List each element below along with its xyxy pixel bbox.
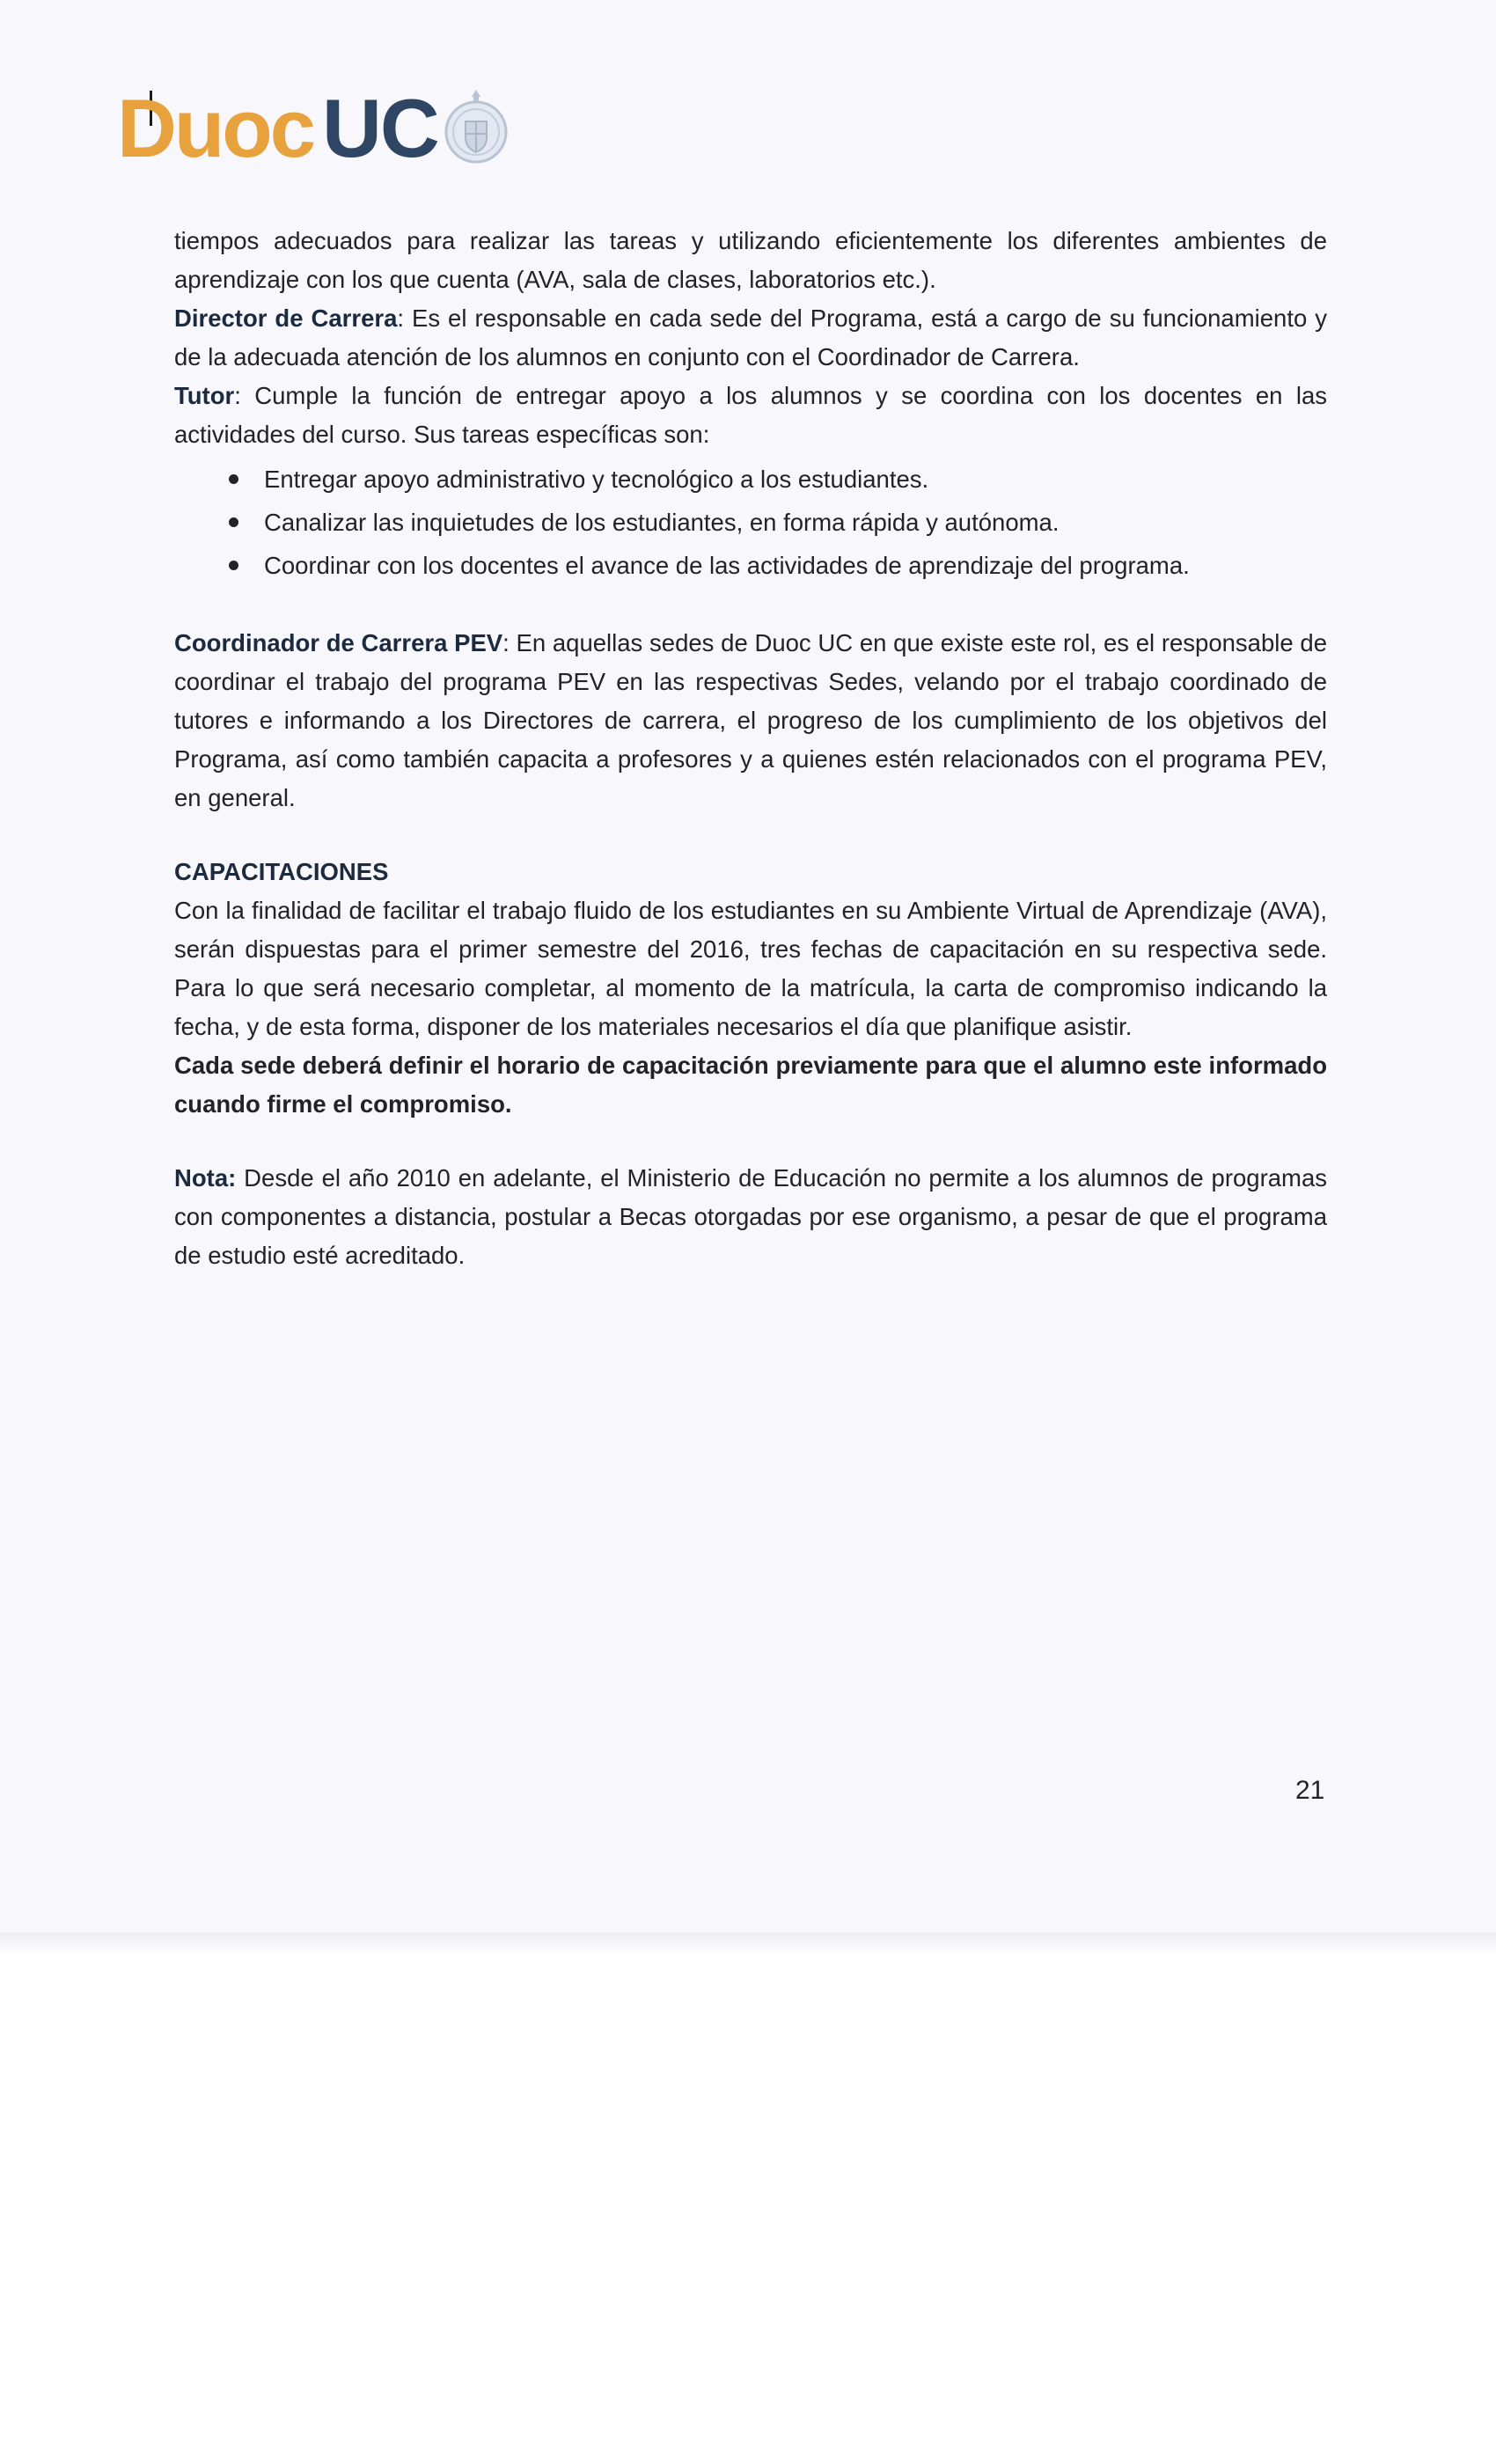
tutor-paragraph xyxy=(174,377,1327,454)
logo-uc-text: UC xyxy=(322,82,438,174)
capacitaciones-emphasis: Cada sede deberá definir el horario de capacitación previamente para que el alumno este informado cuando firme el compromiso. xyxy=(174,1052,1327,1118)
capacitaciones-heading: CAPACITACIONES xyxy=(174,858,389,885)
page-number: 21 xyxy=(1295,1776,1325,1805)
university-seal-icon xyxy=(442,88,510,165)
tutor-term: Tutor xyxy=(174,382,235,409)
scan-page-edge xyxy=(0,1932,1496,1955)
nota-label: Nota: xyxy=(174,1164,237,1192)
coordinador-term: Coordinador de Carrera PEV xyxy=(174,629,503,656)
list-item: Canalizar las inquietudes de los estudiantes, en forma rápida y autónoma. xyxy=(224,501,1327,544)
capacitaciones-paragraph: Con la finalidad de facilitar el trabajo fluido de los estudiantes en su Ambiente Virtual de Aprendizaje (AVA), serán dispuestas para el primer semestre del 2016, tres fechas de capacitación en su respectiva sede. Para lo que será necesario completar, al momento de la matrícula, la carta de compromiso indicando la fecha, y de esta forma, disponer de los materiales necesarios el día que planifique asistir. xyxy=(174,897,1327,1040)
document-body xyxy=(174,222,1327,1275)
nota-text: Desde el año 2010 en adelante, el Ministerio de Educación no permite a los alumnos de programas con componentes a distancia, postular a Becas otorgadas por ese organismo, a pesar de que el programa de estudio esté acreditado. xyxy=(174,1164,1327,1269)
bullet-icon xyxy=(229,517,238,527)
coordinador-paragraph xyxy=(174,624,1327,818)
duoc-uc-logo xyxy=(117,76,510,181)
intro-paragraph: tiempos adecuados para realizar las tareas y utilizando eficientemente los diferentes ambientes de aprendizaje con los que cuenta (AVA, sala de clases, laboratorios etc.). xyxy=(174,227,1327,293)
logo-duoc-text: Duoc xyxy=(117,82,313,174)
tutor-description: : Cumple la función de entregar apoyo a los alumnos y se coordina con los docentes en las actividades del curso. Sus tareas específicas son: xyxy=(174,382,1327,448)
nota-paragraph xyxy=(174,1159,1327,1275)
list-item: Entregar apoyo administrativo y tecnológico a los estudiantes. xyxy=(224,458,1327,501)
bullet-icon xyxy=(229,561,238,570)
director-term: Director de Carrera xyxy=(174,304,398,332)
director-paragraph xyxy=(174,299,1327,377)
list-item: Coordinar con los docentes el avance de las actividades de aprendizaje del programa. xyxy=(224,544,1327,587)
tutor-task-list xyxy=(174,458,1327,587)
bullet-icon xyxy=(229,474,238,484)
coordinador-description: : En aquellas sedes de Duoc UC en que existe este rol, es el responsable de coordinar el trabajo del programa PEV en las respectivas Sedes, velando por el trabajo coordinado de tutores e informando a los Directores de carrera, el progreso de los cumplimiento de los objetivos del Programa, así como también capacita a profesores y a quienes estén relacionados con el programa PEV, en general. xyxy=(174,629,1327,811)
director-description: : Es el responsable en cada sede del Programa, está a cargo de su funcionamiento y de la adecuada atención de los alumnos en conjunto con el Coordinador de Carrera. xyxy=(174,304,1327,370)
